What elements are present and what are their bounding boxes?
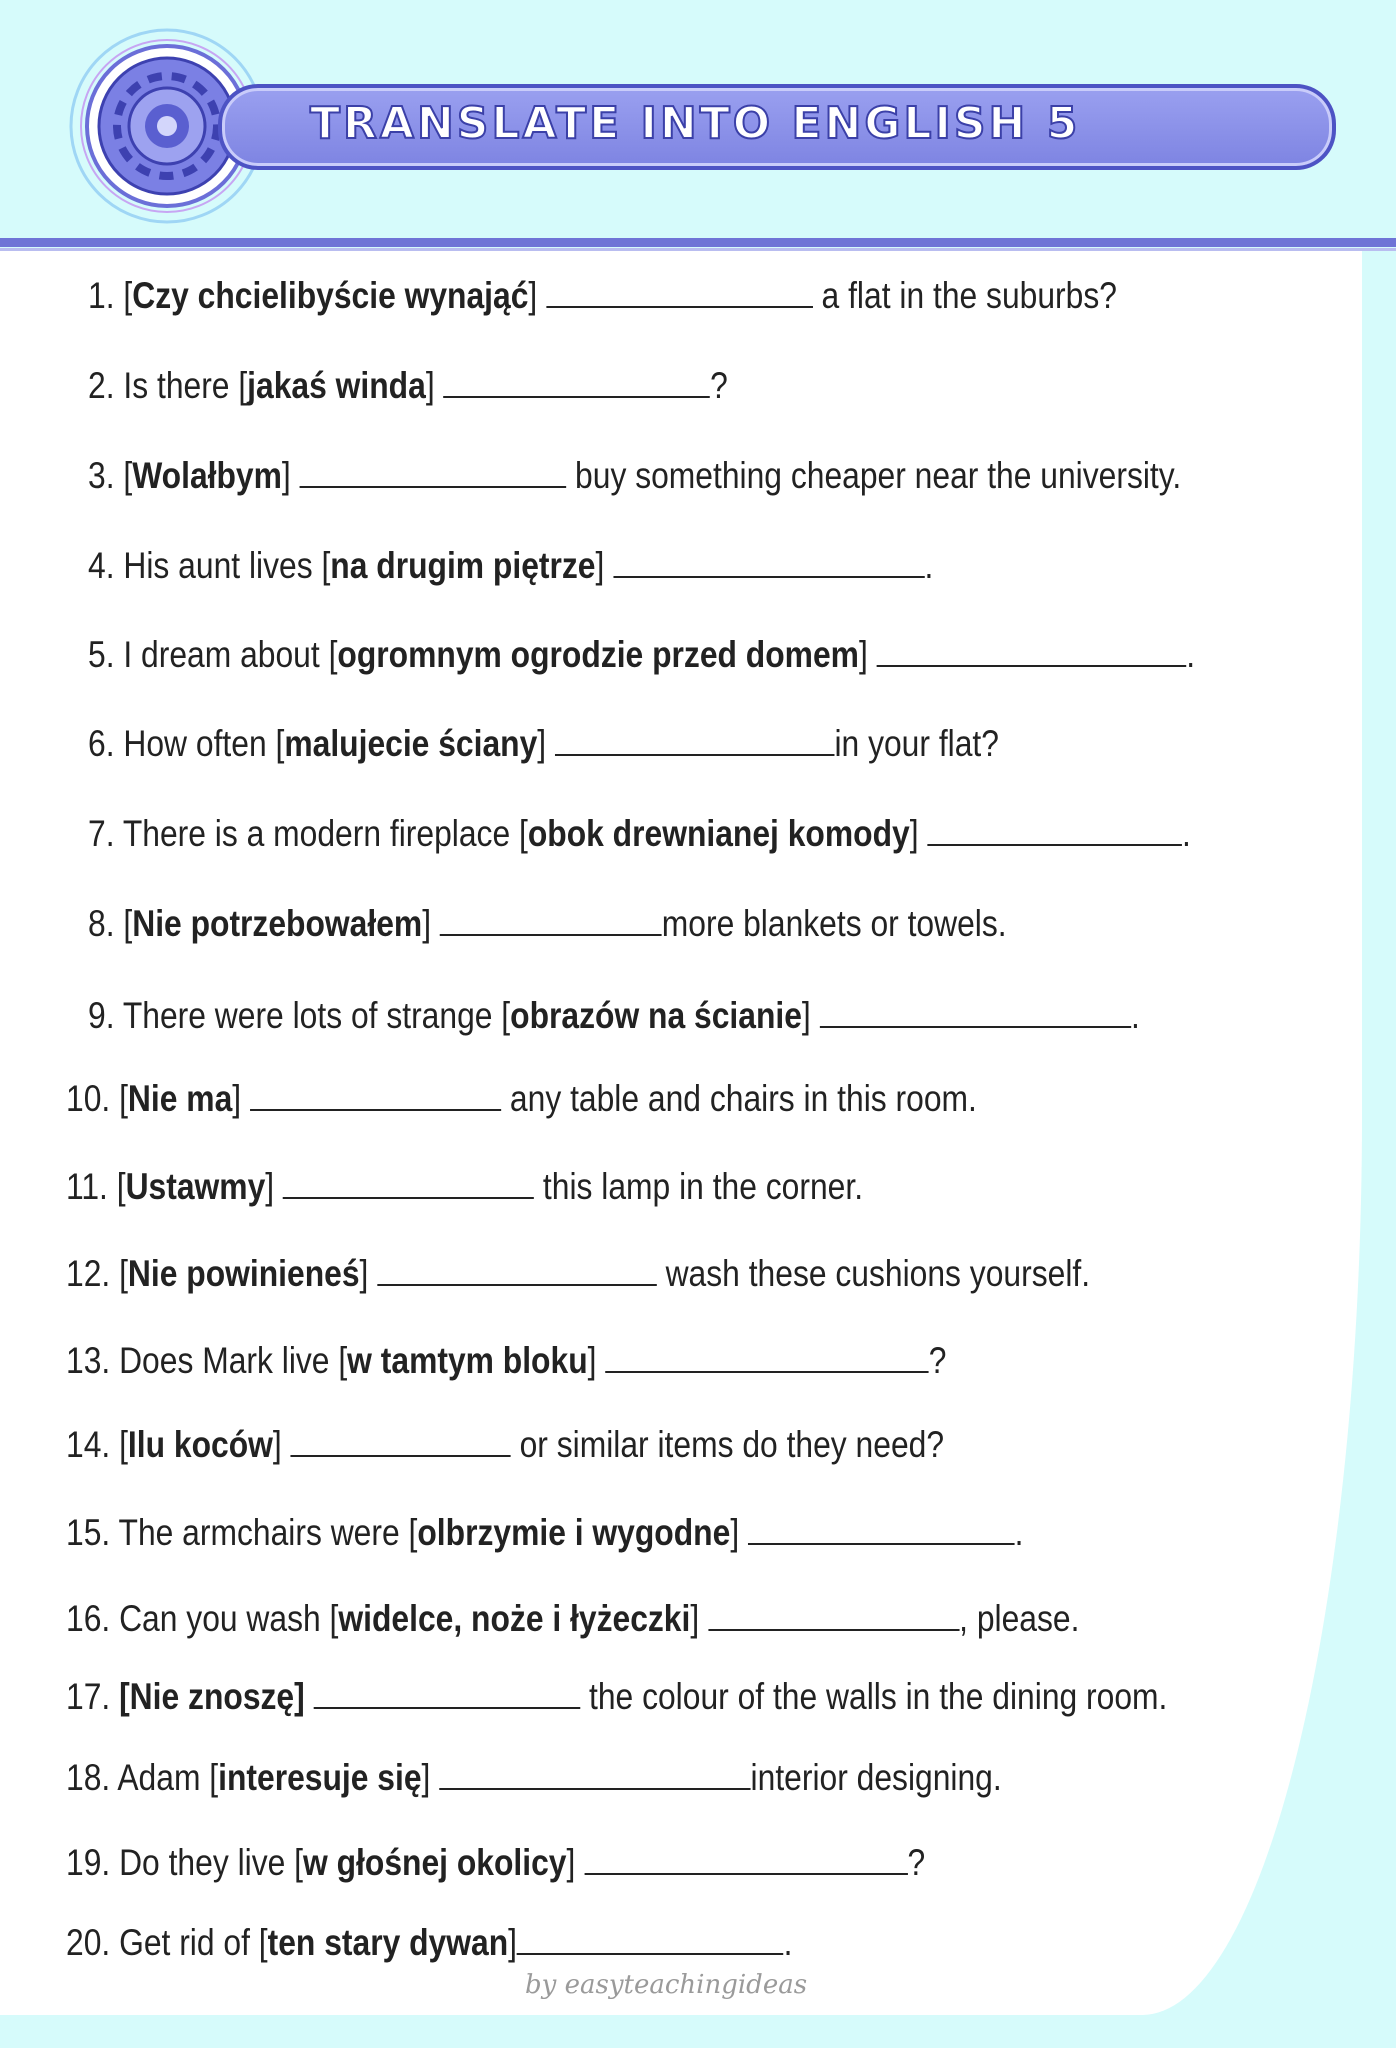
exercise-item: 10. [Nie ma] any table and chairs in this room. [66, 1078, 977, 1119]
exercise-item: 7. There is a modern fireplace [obok drewnianej komody] . [88, 813, 1191, 854]
exercise-item: 5. I dream about [ogromnym ogrodzie przed domem] . [88, 634, 1196, 675]
answer-blank[interactable] [613, 546, 924, 578]
answer-blank[interactable] [517, 1923, 784, 1955]
answer-blank[interactable] [546, 276, 813, 308]
byline: by easyteachingideas [525, 1970, 808, 2000]
answer-blank[interactable] [444, 366, 711, 398]
exercise-item: 9. There were lots of strange [obrazów na ścianie] . [88, 995, 1140, 1036]
answer-blank[interactable] [314, 1677, 581, 1709]
answer-blank[interactable] [555, 724, 835, 756]
exercise-item: 18. Adam [interesuje się] interior designing. [66, 1757, 1002, 1798]
exercise-item: 6. How often [malujecie ściany] in your flat? [88, 723, 999, 764]
exercise-item: 11. [Ustawmy] this lamp in the corner. [66, 1166, 864, 1207]
exercise-item: 16. Can you wash [widelce, noże i łyżeczki] , please. [66, 1598, 1080, 1639]
answer-blank[interactable] [605, 1341, 928, 1373]
answer-blank[interactable] [820, 996, 1131, 1028]
answer-blank[interactable] [927, 814, 1182, 846]
exercise-item: 2. Is there [jakaś winda] ? [88, 365, 728, 406]
answer-blank[interactable] [439, 1758, 750, 1790]
answer-blank[interactable] [300, 456, 567, 488]
answer-blank[interactable] [291, 1425, 511, 1457]
answer-blank[interactable] [708, 1599, 959, 1631]
exercise-item: 8. [Nie potrzebowałem] more blankets or towels. [88, 903, 1007, 944]
exercise-item: 17. [Nie znoszę] the colour of the walls in the dining room. [66, 1676, 1168, 1717]
answer-blank[interactable] [377, 1254, 657, 1286]
exercise-item: 20. Get rid of [ten stary dywan] . [66, 1922, 793, 1963]
answer-blank[interactable] [440, 904, 662, 936]
exercise-item: 3. [Wolałbym] buy something cheaper near the university. [88, 455, 1182, 496]
exercise-item: 1. [Czy chcielibyście wynająć] a flat in the suburbs? [88, 275, 1117, 316]
exercise-item: 4. His aunt lives [na drugim piętrze] . [88, 545, 934, 586]
page-title: TRANSLATE INTO ENGLISH 5 [310, 98, 1081, 149]
exercise-item: 12. [Nie powinieneś] wash these cushions yourself. [66, 1253, 1091, 1294]
answer-blank[interactable] [584, 1843, 907, 1875]
exercise-item: 19. Do they live [w głośnej okolicy] ? [66, 1842, 926, 1883]
answer-blank[interactable] [877, 635, 1187, 667]
answer-blank[interactable] [250, 1079, 501, 1111]
exercise-item: 15. The armchairs were [olbrzymie i wygodne] . [66, 1512, 1024, 1553]
exercise-item: 14. [Ilu koców] or similar items do they need? [66, 1424, 945, 1465]
exercise-item: 13. Does Mark live [w tamtym bloku] ? [66, 1340, 947, 1381]
answer-blank[interactable] [748, 1513, 1015, 1545]
answer-blank[interactable] [283, 1167, 534, 1199]
